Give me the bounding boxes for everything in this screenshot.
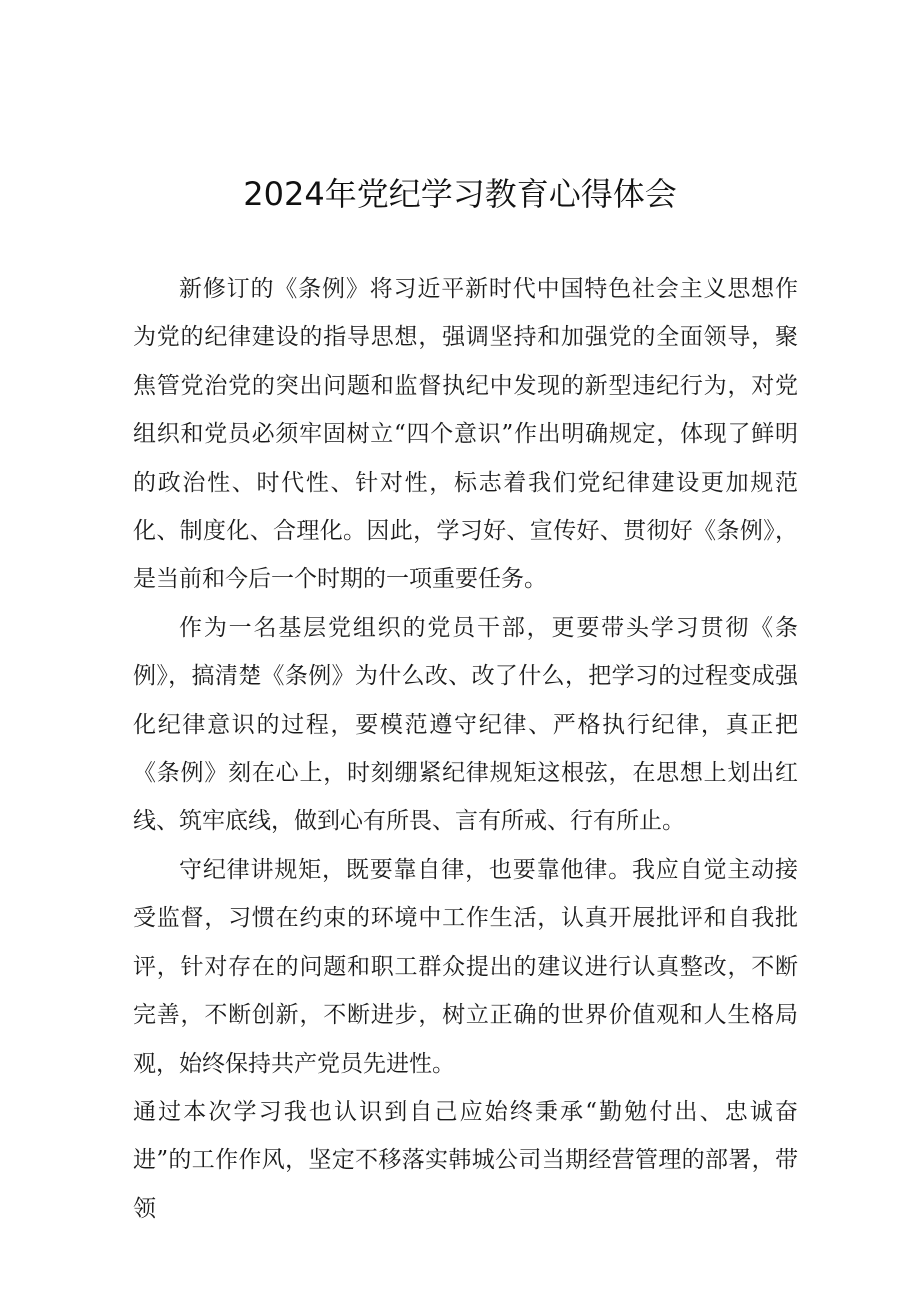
document-title: 2024年党纪学习教育心得体会 xyxy=(243,175,677,213)
document-body xyxy=(133,265,798,1233)
paragraph-4: 通过本次学习我也认识到自己应始终秉承“勤勉付出、忠诚奋进”的工作作风，坚定不移落实韩城公司当期经营管理的部署，带领 xyxy=(133,1098,798,1222)
paragraph-3: 守纪律讲规矩，既要靠自律，也要靠他律。我应自觉主动接受监督，习惯在约束的环境中工作生活，认真开展批评和自我批评，针对存在的问题和职工群众提出的建议进行认真整改，不断完善，不断创新，不断进步，树立正确的世界价值观和人生格局观，始终保持共产党员先进性。 xyxy=(133,856,798,1077)
paragraph-2: 作为一名基层党组织的党员干部，更要带头学习贯彻《条例》，搞清楚《条例》为什么改、改了什么，把学习的过程变成强化纪律意识的过程，要模范遵守纪律、严格执行纪律，真正把《条例》刻在心上，时刻绷紧纪律规矩这根弦，在思想上划出红线、筑牢底线，做到心有所畏、言有所戒、行有所止。 xyxy=(133,614,798,835)
paragraph-1: 新修订的《条例》将习近平新时代中国特色社会主义思想作为党的纪律建设的指导思想，强调坚持和加强党的全面领导，聚焦管党治党的突出问题和监督执纪中发现的新型违纪行为，对党组织和党员必须牢固树立“四个意识”作出明确规定，体现了鲜明的政治性、时代性、针对性，标志着我们党纪律建设更加规范化、制度化、合理化。因此，学习好、宣传好、贯彻好《条例》，是当前和今后一个时期的一项重要任务。 xyxy=(133,276,798,593)
